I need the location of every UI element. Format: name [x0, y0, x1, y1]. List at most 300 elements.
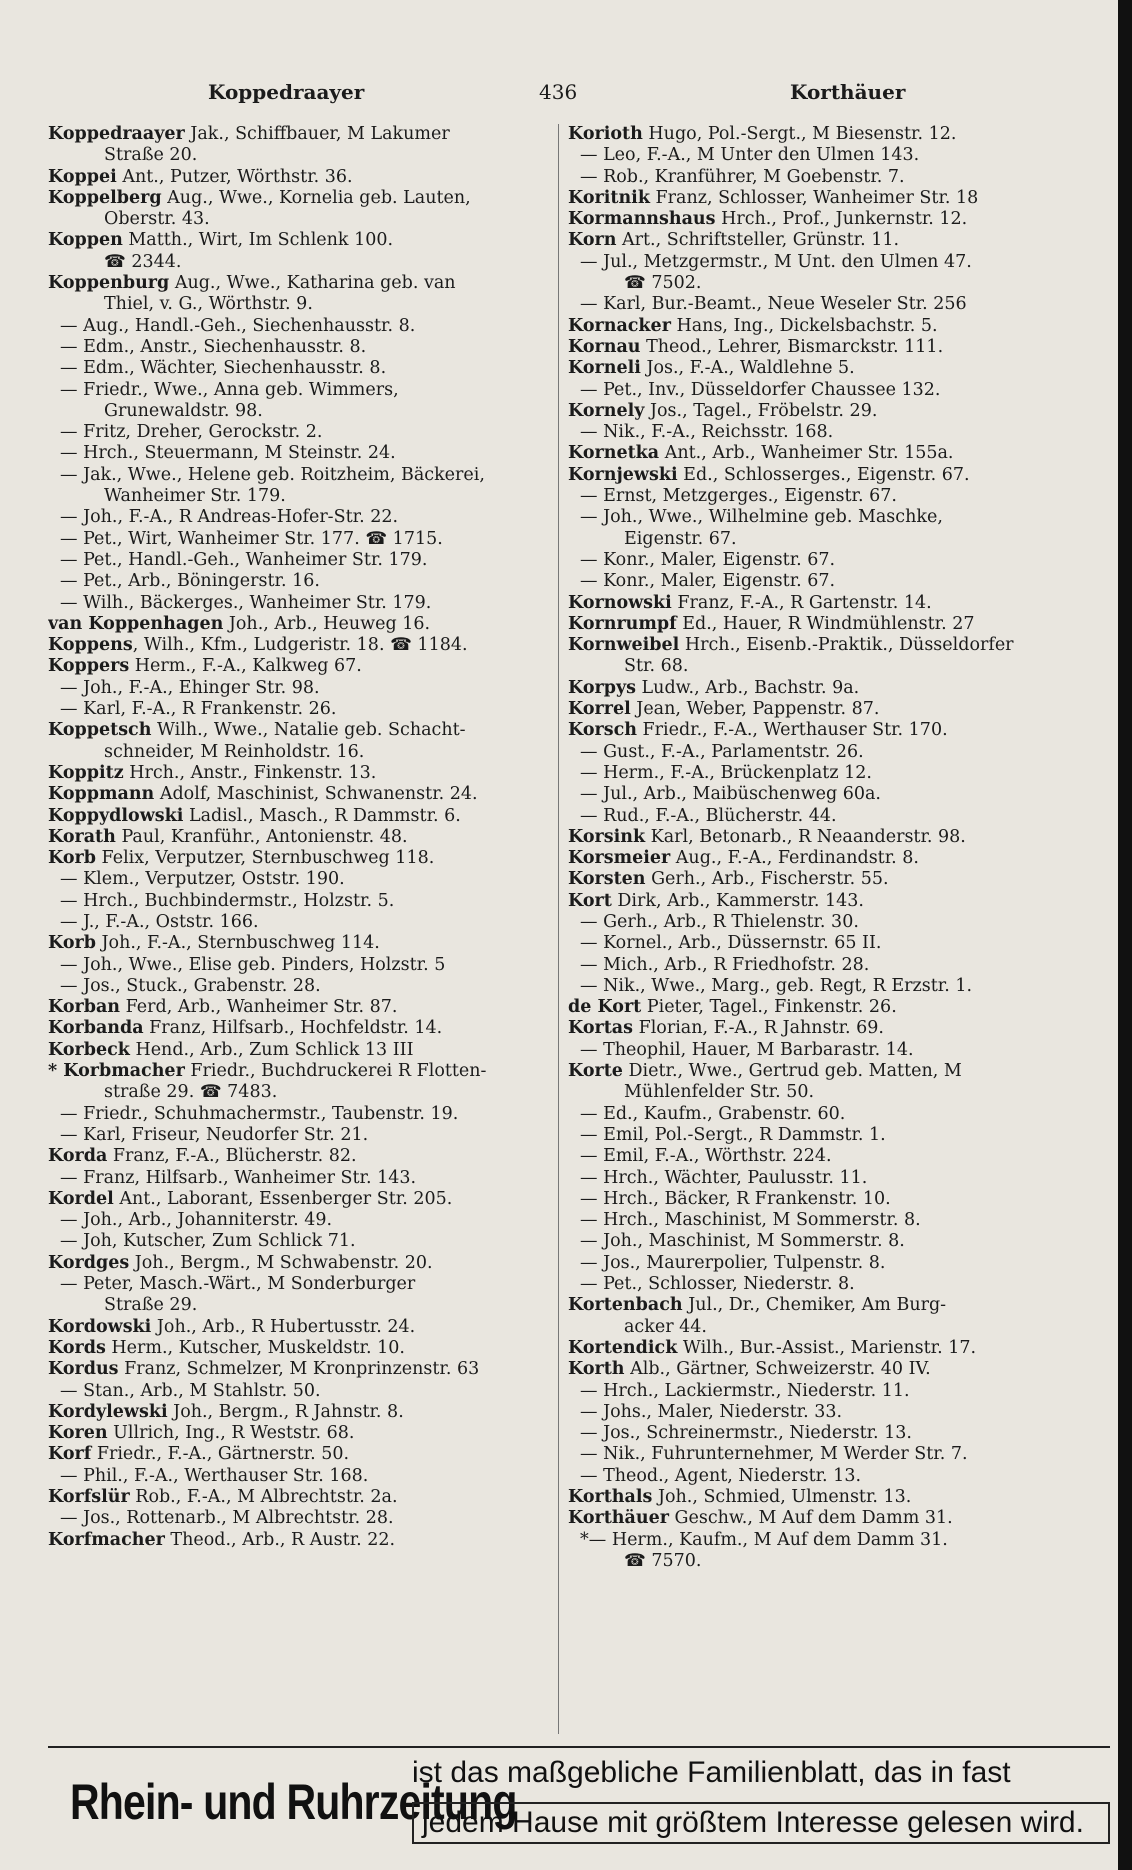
entry-details: Wilh., Wwe., Natalie geb. Schacht- [151, 720, 466, 741]
directory-entry [568, 593, 1068, 614]
entry-details: Ant., Putzer, Wörthstr. 36. [116, 166, 353, 187]
entry-surname: Korsink [568, 826, 646, 847]
entry-surname: Koppedraayer [48, 124, 185, 144]
entry-surname: Korath [48, 826, 116, 847]
directory-entry [48, 1168, 548, 1189]
entry-details: — Konr., Maler, Eigenstr. 67. [580, 549, 836, 570]
entry-surname: Korsch [568, 720, 637, 741]
entry-surname: Kordges [48, 1252, 130, 1273]
entry-details: Hend., Arb., Zum Schlick 13 III [129, 1039, 414, 1060]
entry-surname: Kortas [568, 1018, 633, 1039]
directory-entry [568, 422, 1068, 443]
directory-entry [48, 529, 548, 550]
directory-entry [568, 1168, 1068, 1189]
directory-entry [48, 1317, 548, 1338]
entry-details: — Emil, Pol.-Sergt., R Dammstr. 1. [580, 1124, 886, 1145]
directory-entry [568, 167, 1068, 188]
entry-details: — Mich., Arb., R Friedhofstr. 28. [580, 954, 870, 975]
entry-surname: Kordel [48, 1188, 114, 1209]
entry-surname: Korsmeier [568, 848, 671, 869]
entry-details: — Joh., Wwe., Elise geb. Pinders, Holzstr. 5 [60, 954, 446, 975]
directory-entry [568, 273, 1068, 294]
entry-details: Felix, Verputzer, Sternbuschweg 118. [95, 848, 435, 869]
entry-details: Pieter, Tagel., Finkenstr. 26. [641, 997, 897, 1018]
entry-details: — Konr., Maler, Eigenstr. 67. [580, 571, 836, 592]
entry-details: Geschw., M Auf dem Damm 31. [668, 1508, 953, 1529]
entry-details: Thiel, v. G., Wörthstr. 9. [104, 294, 313, 315]
column-divider [558, 124, 559, 1734]
directory-entry [568, 1444, 1068, 1465]
entry-details: — Peter, Masch.-Wärt., M Sonderburger [60, 1274, 416, 1295]
entry-details: schneider, M Reinholdstr. 16. [104, 741, 365, 762]
directory-entry [568, 1061, 1068, 1082]
entry-details: Dietr., Wwe., Gertrud geb. Matten, M [622, 1061, 962, 1082]
directory-entry [568, 1274, 1068, 1295]
directory-entry [568, 699, 1068, 720]
entry-details: — J., F.-A., Oststr. 166. [60, 911, 259, 932]
directory-entry [48, 550, 548, 571]
entry-details: Adolf, Maschinist, Schwanenstr. 24. [154, 784, 478, 805]
directory-entry [568, 145, 1068, 166]
running-header-left: Koppedraayer [208, 80, 365, 104]
directory-entry [48, 1253, 548, 1274]
directory-entry [48, 273, 548, 294]
directory-entry [568, 1359, 1068, 1380]
entry-details: Hrch., Eisenb.-Praktik., Düsseldorfer [679, 635, 1014, 656]
entry-surname: Koritnik [568, 187, 650, 208]
directory-entry [568, 720, 1068, 741]
directory-entry [48, 1146, 548, 1167]
entry-details: Herm., Kutscher, Muskeldstr. 10. [105, 1337, 405, 1358]
entry-details: Franz, F.-A., R Gartenstr. 14. [671, 592, 932, 613]
entry-details: *— Herm., Kaufm., M Auf dem Damm 31. [580, 1529, 948, 1550]
entry-details: — Friedr., Schuhmachermstr., Taubenstr. 19. [60, 1103, 459, 1124]
entry-surname: Koppers [48, 656, 130, 677]
entry-surname: Kornweibel [568, 635, 680, 656]
entry-surname: Korthals [568, 1487, 653, 1507]
directory-entry [48, 465, 548, 486]
directory-entry [48, 1210, 548, 1231]
entry-details: Oberstr. 43. [104, 209, 210, 230]
entry-surname: Kort [568, 890, 612, 911]
entry-details: Rob., F.-A., M Albrechtstr. 2a. [129, 1487, 398, 1507]
entry-details: Ludw., Arb., Bachstr. 9a. [635, 677, 860, 698]
entry-details: Jos., F.-A., Waldlehne 5. [640, 358, 855, 379]
entry-surname: Kornau [568, 336, 641, 357]
directory-entry [568, 869, 1068, 890]
directory-entry [48, 1423, 548, 1444]
directory-entry [568, 1551, 1068, 1572]
entry-details: — Hrch., Lackiermstr., Niederstr. 11. [580, 1380, 910, 1401]
entry-details: — Klem., Verputzer, Oststr. 190. [60, 869, 345, 890]
directory-entry [568, 571, 1068, 592]
entry-surname: Kordus [48, 1359, 119, 1380]
entry-surname: Kornely [568, 400, 645, 421]
entry-details: — Aug., Handl.-Geh., Siechenhausstr. 8. [60, 315, 416, 336]
newspaper-advertisement [48, 1746, 1110, 1856]
entry-details: Alb., Gärtner, Schweizerstr. 40 IV. [624, 1359, 931, 1380]
directory-entry [48, 1082, 548, 1103]
directory-entry [568, 358, 1068, 379]
directory-entry [568, 337, 1068, 358]
directory-entry [48, 1295, 548, 1316]
entry-details: Jos., Tagel., Fröbelstr. 29. [644, 400, 878, 421]
entry-details: — Pet., Handl.-Geh., Wanheimer Str. 179. [60, 549, 428, 570]
entry-details: — Hrch., Steuermann, M Steinstr. 24. [60, 443, 396, 464]
directory-entry [568, 1189, 1068, 1210]
entry-surname: Koppetsch [48, 720, 152, 741]
entry-surname: Korthäuer [568, 1508, 669, 1529]
directory-entry [568, 1402, 1068, 1423]
directory-entry [568, 742, 1068, 763]
entry-surname: Korth [568, 1359, 625, 1380]
entry-surname: Korban [48, 997, 121, 1018]
entry-details: — Fritz, Dreher, Gerockstr. 2. [60, 422, 323, 443]
directory-entry [48, 827, 548, 848]
directory-entry [48, 784, 548, 805]
entry-details: Mühlenfelder Str. 50. [624, 1082, 815, 1103]
entry-details: Franz, Schmelzer, M Kronprinzenstr. 63 [118, 1359, 480, 1380]
page-number: 436 [539, 80, 578, 104]
directory-entry [568, 933, 1068, 954]
entry-details: Theod., Lehrer, Bismarckstr. 111. [640, 336, 944, 357]
directory-entry [48, 443, 548, 464]
directory-entry [48, 1402, 548, 1423]
entry-details: Friedr., F.-A., Gärtnerstr. 50. [91, 1444, 350, 1465]
entry-details: — Joh., Maschinist, M Sommerstr. 8. [580, 1231, 905, 1252]
directory-entry [568, 891, 1068, 912]
entry-details: Straße 29. [104, 1295, 198, 1316]
entry-details: Paul, Kranführ., Antonienstr. 48. [115, 826, 408, 847]
ad-text-line-2: jedem Hause mit größtem Interesse gelesen wird. [412, 1802, 1110, 1844]
directory-entry [48, 720, 548, 741]
right-column [568, 124, 1068, 1736]
entry-details: Karl, Betonarb., R Neaanderstr. 98. [645, 826, 966, 847]
directory-entry [568, 401, 1068, 422]
directory-entry [48, 891, 548, 912]
directory-entry [48, 635, 548, 656]
entry-surname: Koppydlowski [48, 805, 184, 826]
entry-details: Ed., Schlosserges., Eigenstr. 67. [677, 464, 970, 485]
directory-entry [48, 912, 548, 933]
directory-entry [568, 912, 1068, 933]
directory-entry [568, 1231, 1068, 1252]
entry-details: — Hrch., Wächter, Paulusstr. 11. [580, 1167, 868, 1188]
entry-details: straße 29. ☎ 7483. [104, 1082, 278, 1103]
entry-details: Jul., Dr., Chemiker, Am Burg- [682, 1295, 947, 1316]
entry-details: Aug., Wwe., Kornelia geb. Lauten, [161, 187, 471, 208]
directory-entry [568, 529, 1068, 550]
entry-details: — Jak., Wwe., Helene geb. Roitzheim, Bäckerei, [60, 464, 485, 485]
directory-entry [48, 1338, 548, 1359]
scan-edge [1118, 0, 1132, 1870]
entry-details: — Theod., Agent, Niederstr. 13. [580, 1465, 862, 1486]
entry-details: — Nik., Wwe., Marg., geb. Regt, R Erzstr. 1. [580, 975, 973, 996]
directory-entry [48, 230, 548, 251]
entry-details: Hans, Ing., Dickelsbachstr. 5. [670, 315, 938, 336]
entry-details: — Karl, Bur.-Beamt., Neue Weseler Str. 256 [580, 294, 967, 315]
directory-entry [568, 614, 1068, 635]
entry-surname: * Korbmacher [48, 1061, 185, 1082]
directory-entry [48, 955, 548, 976]
entry-surname: Kornetka [568, 443, 660, 464]
entry-details: — Joh., F.-A., Ehinger Str. 98. [60, 677, 320, 698]
entry-details: — Franz, Hilfsarb., Wanheimer Str. 143. [60, 1167, 417, 1188]
directory-entry [48, 380, 548, 401]
entry-details: Wilh., Bur.-Assist., Marienstr. 17. [677, 1337, 977, 1358]
entry-details: — Jul., Arb., Maibüschenweg 60a. [580, 784, 881, 805]
entry-details: Eigenstr. 67. [624, 528, 737, 549]
entry-details: — Joh., F.-A., R Andreas-Hofer-Str. 22. [60, 507, 399, 528]
directory-entry [568, 1018, 1068, 1039]
entry-details: — Emil, F.-A., Wörthstr. 224. [580, 1146, 832, 1167]
entry-details: — Jos., Maurerpolier, Tulpenstr. 8. [580, 1252, 886, 1273]
directory-entry [568, 1466, 1068, 1487]
entry-details: Franz, F.-A., Blücherstr. 82. [107, 1146, 357, 1167]
directory-entry [568, 230, 1068, 251]
directory-entry [48, 593, 548, 614]
entry-details: Friedr., Buchdruckerei R Flotten- [184, 1061, 487, 1082]
entry-surname: van Koppenhagen [48, 613, 224, 634]
directory-entry [48, 976, 548, 997]
directory-entry [48, 1189, 548, 1210]
directory-entry [568, 976, 1068, 997]
directory-entry [568, 1104, 1068, 1125]
entry-details: Franz, Hilfsarb., Hochfeldstr. 14. [143, 1018, 443, 1039]
entry-details: Joh., Schmied, Ulmenstr. 13. [652, 1487, 912, 1507]
entry-details: — Nik., F.-A., Reichsstr. 168. [580, 422, 834, 443]
directory-entry [568, 1381, 1068, 1402]
entry-details: — Herm., F.-A., Brückenplatz 12. [580, 762, 872, 783]
entry-surname: Korda [48, 1146, 108, 1167]
directory-entry [568, 1423, 1068, 1444]
entry-details: Matth., Wirt, Im Schlenk 100. [122, 230, 394, 251]
directory-entry [568, 635, 1068, 656]
entry-details: Ferd, Arb., Wanheimer Str. 87. [120, 997, 398, 1018]
entry-surname: de Kort [568, 997, 642, 1018]
entry-details: Gerh., Arb., Fischerstr. 55. [645, 869, 889, 890]
directory-entry [568, 1508, 1068, 1529]
entry-details: Dirk, Arb., Kammerstr. 143. [611, 890, 864, 911]
directory-entry [568, 486, 1068, 507]
directory-entry [48, 1487, 548, 1508]
directory-entry [568, 1253, 1068, 1274]
entry-surname: Koppelberg [48, 187, 162, 208]
directory-entry [568, 678, 1068, 699]
directory-entry [48, 209, 548, 230]
directory-entry [48, 401, 548, 422]
directory-entry [568, 1040, 1068, 1061]
entry-details: — Pet., Wirt, Wanheimer Str. 177. ☎ 1715. [60, 528, 443, 549]
directory-entry [568, 1317, 1068, 1338]
directory-entry [568, 848, 1068, 869]
directory-entry [48, 422, 548, 443]
entry-surname: Kormannshaus [568, 209, 716, 230]
entry-details: — Gust., F.-A., Parlamentstr. 26. [580, 741, 864, 762]
directory-entry [48, 1530, 548, 1551]
directory-entry [568, 1530, 1068, 1551]
entry-surname: Korfslür [48, 1487, 130, 1507]
directory-entry [568, 1125, 1068, 1146]
entry-surname: Korsten [568, 869, 646, 890]
entry-details: Friedr., F.-A., Werthauser Str. 170. [636, 720, 948, 741]
entry-details: — Karl, F.-A., R Frankenstr. 26. [60, 699, 337, 720]
entry-surname: Kornjewski [568, 464, 678, 485]
directory-entry [48, 571, 548, 592]
entry-details: — Joh., Arb., Johanniterstr. 49. [60, 1210, 333, 1231]
directory-entry [48, 933, 548, 954]
directory-entry [568, 188, 1068, 209]
entry-surname: Koppens [48, 635, 133, 656]
directory-entry [48, 252, 548, 273]
entry-details: — Pet., Inv., Düsseldorfer Chaussee 132. [580, 379, 941, 400]
directory-entry [48, 188, 548, 209]
entry-details: Herm., F.-A., Kalkweg 67. [129, 656, 362, 677]
entry-surname: Korf [48, 1444, 92, 1465]
entry-surname: Koren [48, 1423, 108, 1444]
entry-surname: Kordowski [48, 1316, 152, 1337]
entry-details: Art., Schriftsteller, Grünstr. 11. [616, 230, 900, 251]
directory-entry [48, 358, 548, 379]
directory-entry [48, 294, 548, 315]
entry-details: — Hrch., Bäcker, R Frankenstr. 10. [580, 1188, 891, 1209]
entry-details: — Nik., Fuhrunternehmer, M Werder Str. 7. [580, 1444, 968, 1465]
entry-details: — Jos., Schreinermstr., Niederstr. 13. [580, 1423, 912, 1444]
entry-details: — Rob., Kranführer, M Goebenstr. 7. [580, 166, 905, 187]
entry-details: Ant., Laborant, Essenberger Str. 205. [113, 1188, 453, 1209]
directory-entry [48, 1061, 548, 1082]
directory-entry [568, 465, 1068, 486]
entry-surname: Kortendick [568, 1337, 678, 1358]
entry-surname: Kortenbach [568, 1295, 683, 1316]
directory-entry [48, 1444, 548, 1465]
directory-entry [568, 1487, 1068, 1508]
entry-details: — Stan., Arb., M Stahlstr. 50. [60, 1380, 321, 1401]
entry-details: , Wilh., Kfm., Ludgeristr. 18. ☎ 1184. [132, 635, 468, 656]
entry-details: Jean, Weber, Pappenstr. 87. [630, 699, 880, 720]
entry-surname: Koppmann [48, 784, 155, 805]
directory-entry [48, 742, 548, 763]
directory-entry [568, 656, 1068, 677]
entry-details: — Ed., Kaufm., Grabenstr. 60. [580, 1103, 846, 1124]
entry-details: — Kornel., Arb., Düssernstr. 65 II. [580, 933, 882, 954]
entry-details: Florian, F.-A., R Jahnstr. 69. [633, 1018, 884, 1039]
directory-entry [48, 1018, 548, 1039]
entry-details: Joh., Bergm., R Jahnstr. 8. [167, 1401, 404, 1422]
entry-details: Theod., Arb., R Austr. 22. [164, 1529, 396, 1550]
entry-details: ☎ 7570. [624, 1550, 702, 1571]
directory-entry [48, 316, 548, 337]
entry-surname: Korb [48, 848, 96, 869]
entry-details: — Wilh., Bäckerges., Wanheimer Str. 179. [60, 592, 432, 613]
directory-entry [568, 1146, 1068, 1167]
entry-details: — Rud., F.-A., Blücherstr. 44. [580, 805, 837, 826]
directory-entry [568, 316, 1068, 337]
entry-details: — Phil., F.-A., Werthauser Str. 168. [60, 1465, 369, 1486]
entry-details: — Johs., Maler, Niederstr. 33. [580, 1401, 843, 1422]
directory-entry [48, 1381, 548, 1402]
entry-details: Grunewaldstr. 98. [104, 400, 263, 421]
newspaper-logo: Rhein- und Ruhrzeitung [70, 1774, 517, 1830]
directory-entry [568, 784, 1068, 805]
directory-entry [568, 997, 1068, 1018]
directory-entry [48, 806, 548, 827]
entry-surname: Korte [568, 1061, 623, 1082]
directory-entry [48, 337, 548, 358]
directory-entry [48, 486, 548, 507]
entry-surname: Korioth [568, 124, 643, 144]
entry-details: ☎ 2344. [104, 251, 182, 272]
entry-surname: Korbanda [48, 1018, 144, 1039]
directory-entry [48, 1125, 548, 1146]
entry-details: — Pet., Arb., Böningerstr. 16. [60, 571, 320, 592]
entry-details: Joh., F.-A., Sternbuschweg 114. [95, 933, 380, 954]
directory-entry [568, 1338, 1068, 1359]
directory-entry [568, 443, 1068, 464]
entry-details: Wanheimer Str. 179. [104, 486, 286, 507]
entry-surname: Kordylewski [48, 1401, 168, 1422]
entry-surname: Korbeck [48, 1039, 130, 1060]
directory-entry [48, 656, 548, 677]
entry-details: Hrch., Prof., Junkernstr. 12. [715, 209, 968, 230]
entry-surname: Kornacker [568, 315, 671, 336]
entry-surname: Korrel [568, 699, 631, 720]
directory-entry [48, 614, 548, 635]
entry-details: Joh., Bergm., M Schwabenstr. 20. [129, 1252, 433, 1273]
directory-entry [48, 124, 548, 145]
entry-details: — Hrch., Buchbindermstr., Holzstr. 5. [60, 890, 395, 911]
directory-entry [48, 699, 548, 720]
entry-details: Joh., Arb., Heuweg 16. [223, 613, 431, 634]
entry-details: — Friedr., Wwe., Anna geb. Wimmers, [60, 379, 399, 400]
entry-details: — Pet., Schlosser, Niederstr. 8. [580, 1274, 855, 1295]
entry-details: — Jos., Stuck., Grabenstr. 28. [60, 975, 321, 996]
entry-details: — Joh, Kutscher, Zum Schlick 71. [60, 1231, 356, 1252]
directory-entry [48, 997, 548, 1018]
entry-details: Straße 20. [104, 145, 198, 166]
directory-entry [568, 1082, 1068, 1103]
entry-details: Aug., F.-A., Ferdinandstr. 8. [670, 848, 919, 869]
entry-details: — Hrch., Maschinist, M Sommerstr. 8. [580, 1210, 921, 1231]
entry-details: — Gerh., Arb., R Thielenstr. 30. [580, 911, 859, 932]
entry-surname: Korfmacher [48, 1529, 165, 1550]
entry-surname: Koppen [48, 230, 123, 251]
entry-details: — Joh., Wwe., Wilhelmine geb. Maschke, [580, 507, 943, 528]
entry-details: Ed., Hauer, R Windmühlenstr. 27 [676, 613, 975, 634]
directory-entry [48, 1274, 548, 1295]
left-column [48, 124, 548, 1736]
entry-details: — Karl, Friseur, Neudorfer Str. 21. [60, 1124, 369, 1145]
directory-entry [48, 848, 548, 869]
entry-surname: Kords [48, 1337, 106, 1358]
directory-entry [48, 1231, 548, 1252]
entry-details: Str. 68. [624, 656, 689, 677]
directory-entry [48, 507, 548, 528]
directory-entry [568, 294, 1068, 315]
directory-entry [48, 167, 548, 188]
entry-details: Hrch., Anstr., Finkenstr. 13. [123, 762, 377, 783]
directory-entry [48, 1104, 548, 1125]
directory-entry [48, 1359, 548, 1380]
entry-surname: Korneli [568, 358, 641, 379]
entry-surname: Korpys [568, 677, 636, 698]
directory-entry [568, 507, 1068, 528]
directory-entry [568, 806, 1068, 827]
entry-surname: Korn [568, 230, 617, 251]
directory-entry [48, 145, 548, 166]
entry-details: — Jul., Metzgermstr., M Unt. den Ulmen 47. [580, 251, 972, 272]
directory-entry [48, 1508, 548, 1529]
